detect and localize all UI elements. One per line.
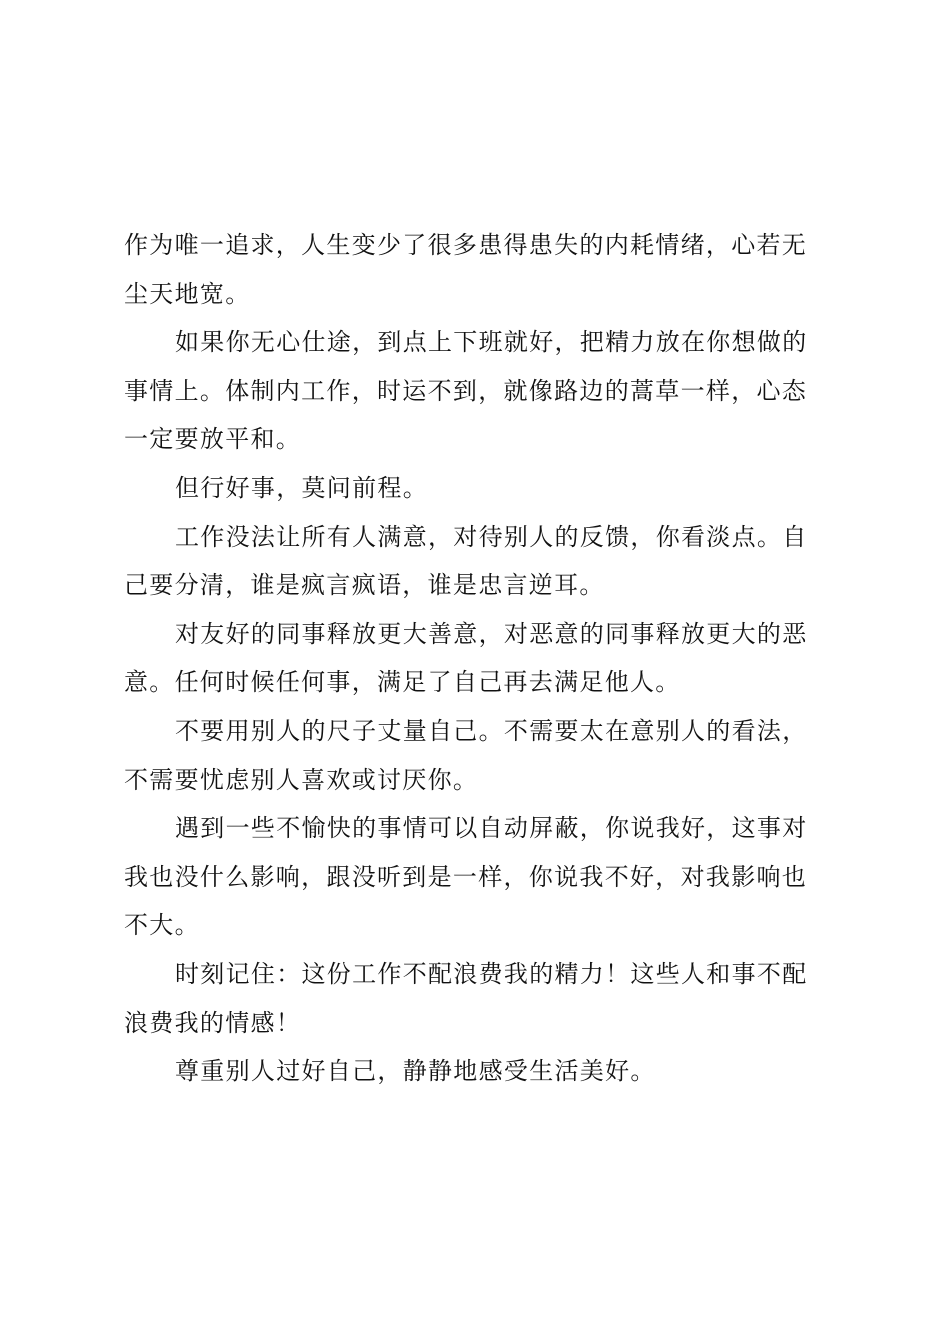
document-body (124, 221, 814, 1096)
text-line: 但行好事，莫问前程。 (175, 473, 428, 502)
text-line: 意。任何时候任何事，满足了自己再去满足他人。 (124, 668, 681, 697)
text-line: 时刻记住：这份工作不配浪费我的精力！这些人和事不配 (175, 959, 808, 988)
paragraph (124, 610, 814, 707)
paragraph (124, 950, 814, 1047)
paragraph (124, 804, 814, 950)
paragraph (124, 318, 814, 464)
text-line: 尊重别人过好自己，静静地感受生活美好。 (175, 1057, 656, 1086)
text-line: 不要用别人的尺子丈量自己。不需要太在意别人的看法， (175, 716, 808, 745)
text-line: 尘天地宽。 (124, 279, 251, 308)
text-line: 不大。 (124, 911, 200, 940)
text-line: 浪费我的情感！ (124, 1008, 302, 1037)
text-line: 我也没什么影响，跟没听到是一样，你说我不好，对我影响也 (124, 862, 808, 891)
paragraph (124, 464, 814, 513)
paragraph (124, 1047, 814, 1096)
paragraph (124, 513, 814, 610)
text-line: 工作没法让所有人满意，对待别人的反馈，你看淡点。自 (175, 522, 808, 551)
text-line: 遇到一些不愉快的事情可以自动屏蔽，你说我好，这事对 (175, 814, 808, 843)
text-line: 如果你无心仕途，到点上下班就好，把精力放在你想做的 (175, 328, 808, 357)
paragraph (124, 221, 814, 318)
text-line: 一定要放平和。 (124, 425, 302, 454)
text-line: 事情上。体制内工作，时运不到，就像路边的蒿草一样，心态 (124, 376, 808, 405)
text-line: 对友好的同事释放更大善意，对恶意的同事释放更大的恶 (175, 619, 808, 648)
paragraph (124, 707, 814, 804)
text-line: 不需要忧虑别人喜欢或讨厌你。 (124, 765, 479, 794)
text-line: 作为唯一追求，人生变少了很多患得患失的内耗情绪，心若无 (124, 231, 808, 259)
text-line: 己要分清，谁是疯言疯语，谁是忠言逆耳。 (124, 571, 605, 600)
